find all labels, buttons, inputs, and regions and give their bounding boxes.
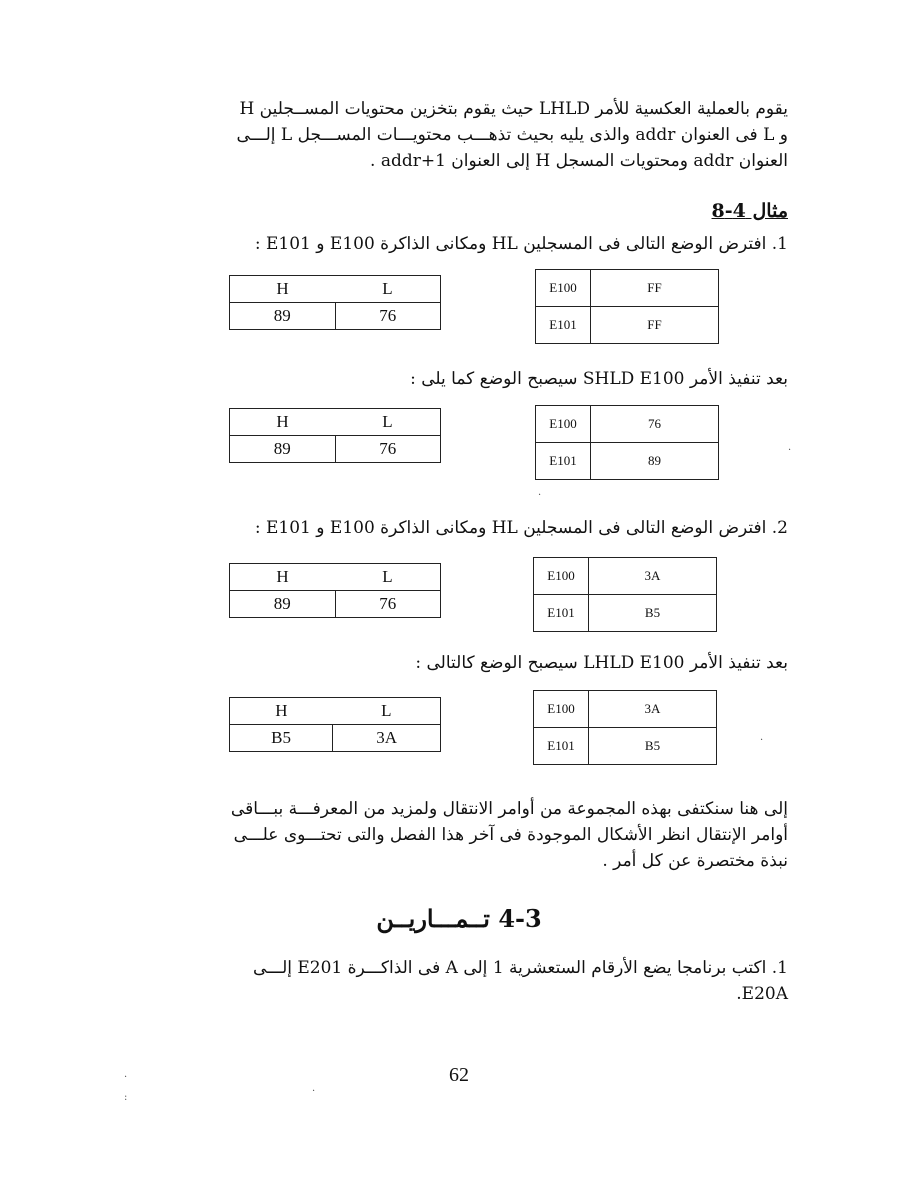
memory-address: E101 [534,595,589,632]
page-number: 62 [449,1064,469,1086]
closing-line: إلى هنا سنكتفى بهذه المجموعة من أوامر الانتقال ولمزيد من المعرفـــة ببـــاقى [230,799,788,819]
memory-address: E100 [534,691,589,728]
memory-table-before-1 [535,269,719,344]
memory-address: E101 [536,443,591,480]
memory-value: 89 [591,443,719,480]
register-l-label: L [335,276,441,303]
memory-address: E101 [536,307,591,344]
example-heading: مثال 4-8 [711,200,788,222]
memory-value: FF [591,307,719,344]
memory-value: B5 [589,595,717,632]
memory-value: 76 [591,406,719,443]
register-l-label: L [333,698,441,725]
register-h-value: B5 [230,725,333,752]
memory-table-after-1 [535,405,719,480]
memory-value: 3A [589,558,717,595]
closing-paragraph [132,796,788,874]
memory-address: E100 [536,270,591,307]
scan-speck: · [788,445,792,456]
register-h-value: 89 [230,303,336,330]
register-table-before-2 [229,563,441,618]
intro-line: و L فى العنوان addr والذى يليه بحيث تذهـــب محتويـــات المســـجل L إلـــى [236,125,788,145]
memory-value: B5 [589,728,717,765]
example1-after-text: بعد تنفيذ الأمر SHLD E100 سيصبح الوضع كما يلى : [410,369,788,389]
register-l-value: 3A [333,725,441,752]
memory-address: E100 [534,558,589,595]
scan-speck: · [760,735,764,746]
exercise-line: E20A. [736,984,788,1004]
example2-statement: 2. افترض الوضع التالى فى المسجلين HL ومكانى الذاكرة E100 و E101 : [254,518,788,538]
example2-after-text: بعد تنفيذ الأمر LHLD E100 سيصبح الوضع كالتالى : [415,653,788,673]
register-h-value: 89 [230,591,336,618]
intro-paragraph [132,96,788,174]
exercise-1 [132,955,788,1007]
register-l-value: 76 [335,591,441,618]
example1-statement: 1. افترض الوضع التالى فى المسجلين HL ومكانى الذاكرة E100 و E101 : [254,234,788,254]
register-table-after-1 [229,408,441,463]
exercise-line: 1. اكتب برنامجا يضع الأرقام الستعشرية 1 إلى A فى الذاكـــرة E201 إلـــى [252,958,788,978]
scan-speck: · [538,490,542,501]
register-h-value: 89 [230,436,336,463]
register-l-label: L [335,564,441,591]
memory-address: E101 [534,728,589,765]
register-l-value: 76 [335,436,441,463]
register-h-label: H [230,698,333,725]
scan-speck: · [312,1086,316,1097]
scan-speck: : [124,1092,128,1103]
register-table-before-1 [229,275,441,330]
intro-line: يقوم بالعملية العكسية للأمر LHLD حيث يقوم بتخزين محتويات المســجلين H [239,99,788,119]
memory-address: E100 [536,406,591,443]
memory-value: 3A [589,691,717,728]
closing-line: أوامر الإنتقال انظر الأشكال الموجودة فى آخر هذا الفصل والتى تحتـــوى علـــى [233,825,788,845]
register-table-after-2 [229,697,441,752]
register-h-label: H [230,276,336,303]
memory-value: FF [591,270,719,307]
memory-table-before-2 [533,557,717,632]
register-l-value: 76 [335,303,441,330]
register-l-label: L [335,409,441,436]
exercises-title: 4-3 تــمـــاريــن [376,904,542,933]
scan-speck: · [124,1072,128,1083]
intro-line: العنوان addr ومحتويات المسجل H إلى العنوان addr+1 . [370,151,788,171]
register-h-label: H [230,564,336,591]
register-h-label: H [230,409,336,436]
memory-table-after-2 [533,690,717,765]
closing-line: نبذة مختصرة عن كل أمر . [602,851,788,871]
